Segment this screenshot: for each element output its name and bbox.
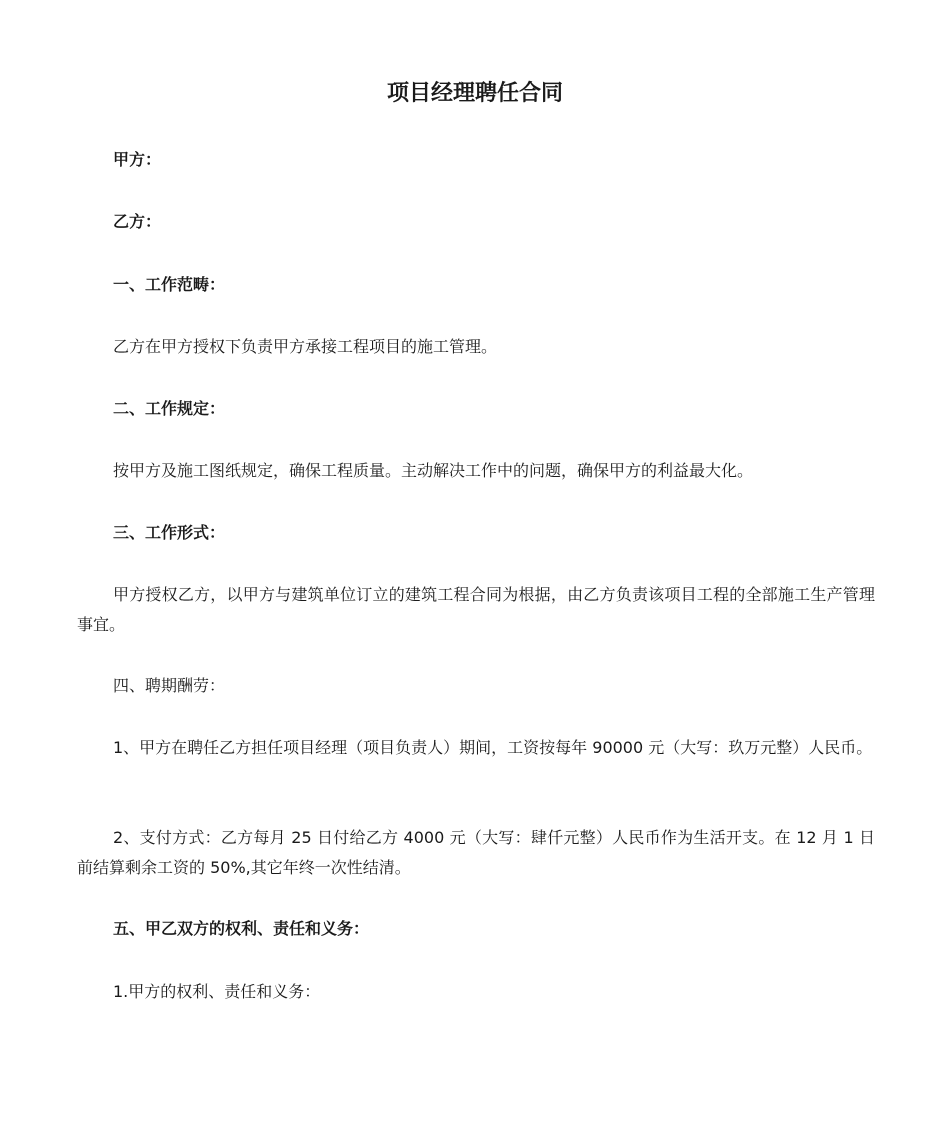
subsection-heading-5-1: 1.甲方的权利、责任和义务： bbox=[113, 982, 321, 1001]
party-b-label: 乙方： bbox=[113, 212, 162, 231]
section-body-3: 甲方授权乙方，以甲方与建筑单位订立的建筑工程合同为根据，由乙方负责该项目工程的全部施工生产管理事宜。 bbox=[77, 585, 875, 634]
section-body-1: 乙方在甲方授权下负责甲方承接工程项目的施工管理。 bbox=[113, 337, 498, 356]
section-heading-1: 一、工作范畴： bbox=[113, 275, 226, 294]
party-a-label: 甲方： bbox=[113, 150, 162, 169]
section-heading-4: 四、聘期酬劳： bbox=[113, 676, 226, 695]
section-body-2: 按甲方及施工图纸规定，确保工程质量。主动解决工作中的问题，确保甲方的利益最大化。 bbox=[113, 461, 754, 480]
salary-clause-1: 1、甲方在聘任乙方担任项目经理（项目负责人）期间，工资按每年 90000 元（大写：玖万元整）人民币。 bbox=[113, 738, 873, 757]
document-title: 项目经理聘任合同 bbox=[386, 81, 563, 106]
salary-clause-2: 2、支付方式：乙方每月 25 日付给乙方 4000 元（大写：肆仟元整）人民币作为生活开支。在 12 月 1 日前结算剩余工资的 50%,其它年终一次性结清。 bbox=[77, 828, 875, 877]
section-heading-5: 五、甲乙双方的权利、责任和义务： bbox=[113, 919, 370, 938]
section-heading-3: 三、工作形式： bbox=[113, 523, 226, 542]
section-heading-2: 二、工作规定： bbox=[113, 399, 226, 418]
